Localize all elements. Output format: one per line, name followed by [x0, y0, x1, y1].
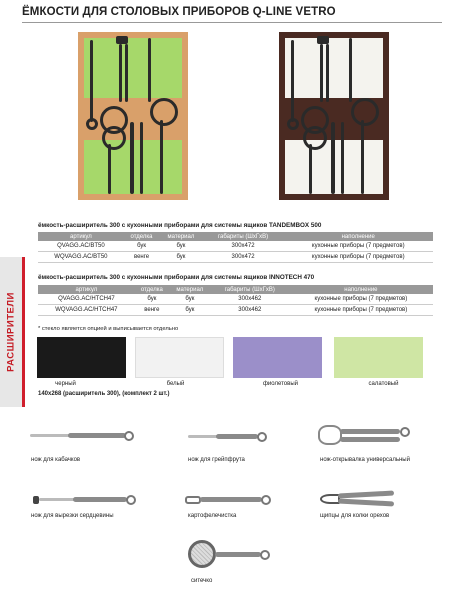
title-divider: [22, 22, 442, 23]
table-cell: бук: [135, 294, 169, 305]
strainer-icon: [188, 540, 270, 570]
table-cell: бук: [124, 241, 159, 252]
corer-icon: [33, 494, 138, 506]
column-header: отделка: [135, 285, 169, 294]
nutcracker-icon: [320, 490, 400, 506]
column-header: материал: [159, 232, 202, 241]
table-innotech: [38, 285, 433, 316]
zucchini-knife-icon: [30, 430, 135, 442]
table-cell: кухонные приборы (7 предметов): [284, 241, 434, 252]
table-cell: кухонные приборы (7 предметов): [289, 294, 433, 305]
tool-label: щипцы для колки орехов: [320, 513, 390, 519]
table-cell: 300x462: [211, 294, 289, 305]
table-cell: венге: [135, 305, 169, 316]
column-header: артикул: [38, 285, 135, 294]
dimensions-note: 140x268 (расширитель 300), (комплект 2 шт.): [38, 391, 170, 397]
swatch-label-light-green: салатовый: [368, 381, 399, 387]
column-header: наполнение: [289, 285, 433, 294]
table-cell: QVAGG.AC/BT50: [38, 241, 124, 252]
column-header: материал: [169, 285, 211, 294]
table-cell: венге: [124, 252, 159, 263]
glass-option-note: * стекло является опцией и выписывается отдельно: [38, 326, 179, 332]
grapefruit-knife-icon: [188, 431, 273, 443]
swatch-label-violet: фиолетовый: [262, 381, 298, 387]
table-cell: бук: [159, 241, 202, 252]
table-row: [38, 294, 433, 305]
tool-label: нож для кабачков: [31, 457, 81, 463]
product-photo-beech: [78, 32, 188, 200]
table-cell: WQVAGG.AC/BT50: [38, 252, 124, 263]
table-row: [38, 252, 433, 263]
table-cell: кухонные приборы (7 предметов): [289, 305, 433, 316]
table-cell: 300x472: [203, 252, 284, 263]
table-cell: QVAGG.AC/HTCH47: [38, 294, 135, 305]
peeler-icon: [185, 494, 275, 506]
table-cell: WQVAGG.AC/HTCH47: [38, 305, 135, 316]
section-title-innotech: ёмкость-расширитель 300 с кухонными приборами для системы ящиков INNOTECH 470: [38, 274, 315, 281]
side-tab-label: РАСШИРИТЕЛИ: [5, 292, 17, 372]
table-row: [38, 305, 433, 316]
column-header: отделка: [124, 232, 159, 241]
table-row: [38, 241, 433, 252]
swatch-white: [135, 337, 224, 378]
table-cell: бук: [169, 294, 211, 305]
table-cell: 300x462: [211, 305, 289, 316]
column-header: габариты (ШхГхВ): [203, 232, 284, 241]
column-header: наполнение: [284, 232, 434, 241]
swatch-light-green: [334, 337, 423, 378]
table-cell: 300x472: [203, 241, 284, 252]
swatch-black: [37, 337, 126, 378]
table-tandembox: [38, 232, 433, 263]
table-cell: бук: [169, 305, 211, 316]
table-cell: бук: [159, 252, 202, 263]
column-header: габариты (ШхГхВ): [211, 285, 289, 294]
tool-label: нож для грейпфрута: [188, 457, 245, 463]
column-header: артикул: [38, 232, 124, 241]
swatch-label-white: белый: [166, 381, 185, 387]
section-title-tandembox: ёмкость-расширитель 300 с кухонными приборами для системы ящиков TANDEMBOX 500: [38, 222, 322, 229]
page-title: ЁМКОСТИ ДЛЯ СТОЛОВЫХ ПРИБОРОВ Q-LINE VETRO: [22, 6, 336, 18]
universal-opener-icon: [318, 423, 410, 447]
tool-label: картофелечистка: [188, 513, 237, 519]
tool-label: нож для вырезки сердцевины: [31, 513, 114, 519]
tool-label: нож-открывалка универсальный: [320, 457, 410, 463]
table-cell: кухонные приборы (7 предметов): [284, 252, 434, 263]
swatch-label-black: черный: [55, 381, 76, 387]
product-photo-wenge: [279, 32, 389, 200]
tool-label: ситечко: [191, 578, 213, 584]
swatch-violet: [233, 337, 322, 378]
